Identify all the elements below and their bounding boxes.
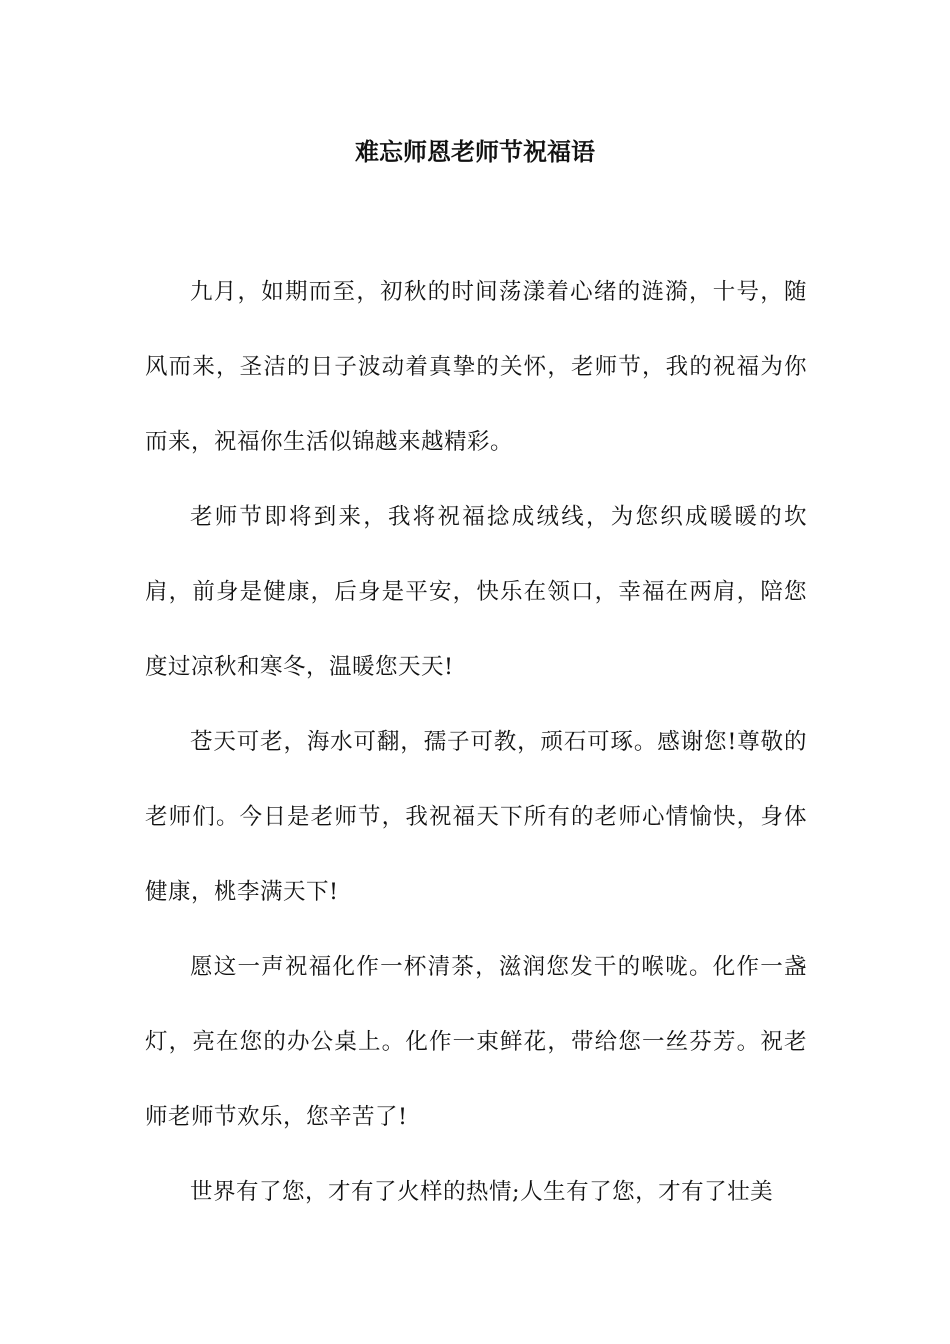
paragraph: 世界有了您，才有了火样的热情;人生有了您，才有了壮美 <box>190 1179 774 1205</box>
document-body <box>145 255 807 1230</box>
paragraph: 老师节即将到来，我将祝福捻成绒线，为您织成暖暖的坎肩，前身是健康，后身是平安，快乐在领口，幸福在两肩，陪您度过凉秋和寒冬，温暖您天天! <box>145 504 807 680</box>
paragraph: 愿这一声祝福化作一杯清茶，滋润您发干的喉咙。化作一盏灯，亮在您的办公桌上。化作一束鲜花，带给您一丝芬芳。祝老师老师节欢乐，您辛苦了! <box>145 954 807 1130</box>
document-title: 难忘师恩老师节祝福语 <box>355 137 595 166</box>
paragraph: 九月，如期而至，初秋的时间荡漾着心绪的涟漪，十号，随风而来，圣洁的日子波动着真挚的关怀，老师节，我的祝福为你而来，祝福你生活似锦越来越精彩。 <box>145 279 807 455</box>
paragraph: 苍天可老，海水可翻，孺子可教，顽石可琢。感谢您!尊敬的老师们。今日是老师节，我祝福天下所有的老师心情愉快，身体健康，桃李满天下! <box>145 729 807 905</box>
